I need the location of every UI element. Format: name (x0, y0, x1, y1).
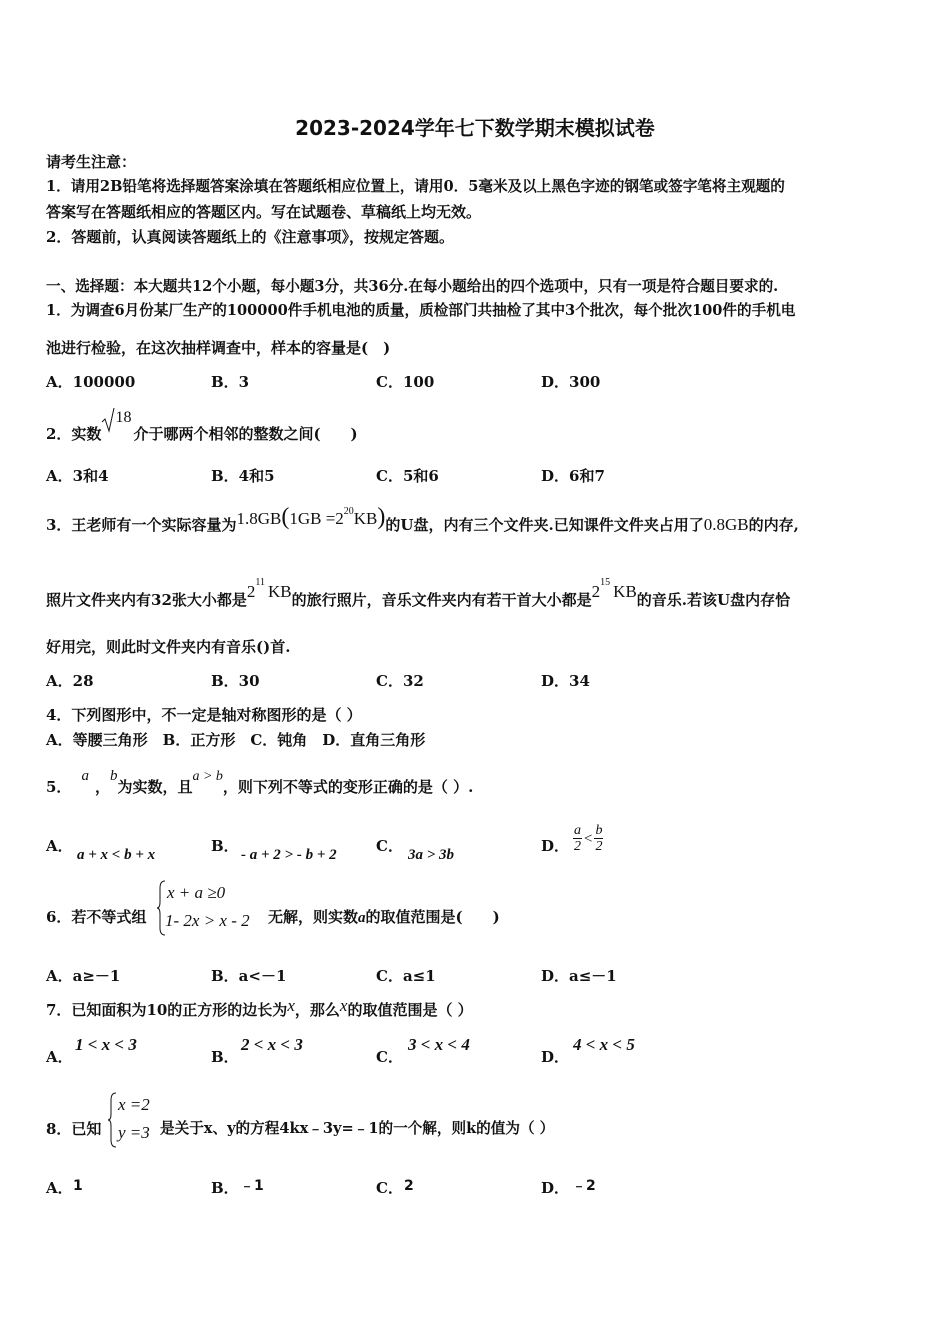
q3-mid: 的U盘，内有三个文件夹.已知课件文件夹占用了 (385, 516, 704, 534)
sqrt-18 (101, 409, 133, 439)
q1-option-b: B．3 (211, 373, 250, 391)
notice-line-1b: 答案写在答题纸相应的答题区内。写在试题卷、草稿纸上均无效。 (46, 203, 482, 221)
q3-paren-open: ( (281, 504, 290, 530)
q5-option-b: - a + 2 > - b + 2 (241, 847, 337, 863)
q3-option-c: C．32 (376, 672, 424, 690)
q1-option-a: A．100000 (46, 373, 136, 391)
q5-post: ，则下列不等式的变形正确的是（ ）. (222, 778, 474, 796)
q8-option-b: ﹣1 (240, 1178, 264, 1194)
notice-heading: 请考生注意： (46, 153, 137, 171)
q8-option-b-label: B． (211, 1179, 239, 1197)
q3-def-exponent: 20 (343, 506, 354, 517)
q8-row1-text: x =2 (118, 1095, 150, 1114)
q1-line-2: 池进行检验，在这次抽样调查中，样本的容量是( ) (46, 339, 391, 357)
q5-var-b: b (109, 768, 118, 784)
q8-row2-text: y =3 (118, 1123, 150, 1142)
q2-stem (46, 409, 358, 444)
q3-option-d: D．34 (541, 672, 590, 690)
q7-option-a-label: A． (46, 1048, 73, 1066)
q7-option-d: 4 < x < 5 (573, 1035, 635, 1054)
q3-option-a: A．28 (46, 672, 94, 690)
q7-stem (46, 996, 473, 1020)
q5-comma: ， (94, 778, 110, 796)
q6-option-b: B．a<－1 (211, 967, 287, 985)
q7-option-a: 1 < x < 3 (75, 1035, 137, 1054)
q1-option-c: C．100 (376, 373, 435, 391)
q5-d-num-2: b (595, 823, 603, 838)
q8-option-a-label: A． (46, 1179, 73, 1197)
q8-option-d: ﹣2 (572, 1178, 596, 1194)
notice-line-2: 2．答题前，认真阅读答题纸上的《注意事项》，按规定答题。 (46, 228, 454, 246)
q5-option-c-label: C． (376, 837, 403, 855)
q6-option-a: A．a≥－1 (46, 967, 121, 985)
q1-line-1: 1．为调查6月份某厂生产的100000件手机电池的质量，质检部门共抽检了其中3个批次，每个批次100件的手机电 (46, 302, 796, 319)
radicand: 18 (115, 409, 132, 426)
q5-d-num-1: a (574, 823, 581, 838)
q5-option-a: a + x < b + x (77, 847, 156, 863)
q6-option-d: D．a≤－1 (541, 967, 617, 985)
q5-stem (46, 768, 474, 799)
q7-mid: ，那么 (294, 1001, 340, 1019)
q8-system-row-2 (118, 1118, 150, 1148)
q8-pre: 8．已知 (46, 1120, 102, 1138)
q3-photo-exp: 11 (255, 577, 266, 588)
q6-system-row-1 (167, 878, 225, 908)
q7-option-c: 3 < x < 4 (408, 1035, 470, 1054)
q1-option-d: D．300 (541, 373, 601, 391)
q3-definition: 1GB =2 (289, 509, 344, 528)
q3-def-unit: KB (353, 509, 378, 528)
q3-paren-close: ) (377, 504, 386, 530)
q3-music-exp: 15 (600, 577, 611, 588)
q4-options: A．等腰三角形 B．正方形 C．钝角 D．直角三角形 (46, 731, 426, 749)
q6-pre: 6．若不等式组 (46, 908, 147, 926)
q8-system-row-1 (118, 1090, 150, 1120)
q5-d-den-2: 2 (595, 839, 603, 854)
q5-var-a: a (81, 768, 89, 784)
q3-line2-pre: 照片文件夹内有32张大小都是 (46, 591, 247, 609)
q6-row1-text: x + a ≥0 (167, 883, 226, 902)
q3-option-b: B．30 (211, 672, 260, 690)
q5-d-fraction-1 (573, 823, 582, 854)
q8-option-c-label: C． (376, 1179, 403, 1197)
q7-option-b-label: B． (211, 1048, 239, 1066)
q7-post: 的取值范围是（ ） (347, 1001, 473, 1019)
q5-d-fraction-2 (594, 823, 603, 854)
q2-option-d: D．6和7 (541, 467, 605, 485)
q5-option-c: 3a > 3b (408, 847, 455, 863)
q8-post: 是关于x、y的方程4kx﹣3y=﹣1的一个解，则k的值为（ ） (160, 1120, 555, 1137)
q3-line-1 (46, 504, 799, 535)
q8-option-c: 2 (404, 1178, 414, 1194)
q7-option-b: 2 < x < 3 (241, 1035, 303, 1054)
q3-music-base: 2 (591, 582, 601, 601)
q5-d-den-1: 2 (574, 839, 581, 854)
q2-pre: 2．实数 (46, 425, 102, 443)
q3-used: 0.8GB (703, 515, 749, 534)
q3-line-2 (46, 577, 791, 610)
q5-d-lt: < (584, 830, 593, 847)
left-brace-icon (107, 1092, 117, 1148)
q7-var-x-1: x (287, 996, 295, 1015)
q3-photo-unit: KB (268, 582, 292, 601)
q6-var-a: a (358, 910, 366, 926)
q8-option-a: 1 (73, 1178, 83, 1194)
q6-post-text: 无解，则实数 (268, 908, 359, 926)
q5-num: 5． (46, 778, 72, 796)
q6-option-c: C．a≤1 (376, 967, 436, 985)
q8-option-d-label: D． (541, 1179, 570, 1197)
q6-row2-text: 1- 2x > x - 2 (165, 911, 250, 930)
q6-system-row-2 (165, 906, 250, 936)
q3-capacity: 1.8GB (236, 509, 282, 528)
q2-option-a: A．3和4 (46, 467, 109, 485)
q5-option-d-label: D． (541, 837, 570, 855)
q6-post2-text: 的取值范围是( ) (365, 908, 500, 926)
page-title: 2023-2024学年七下数学期末模拟试卷 (295, 116, 655, 140)
section-heading: 一、选择题：本大题共12个小题，每小题3分，共36分.在每小题给出的四个选项中，只有一项是符合题目要求的. (46, 278, 779, 295)
q3-line2-mid: 的旅行照片，音乐文件夹内有若干首大小都是 (291, 591, 592, 609)
notice-line-1: 1．请用2B铅笔将选择题答案涂填在答题纸相应位置上，请用0．5毫米及以上黑色字迹的钢笔或签字笔将主观题的 (46, 178, 785, 195)
q3-pre: 3．王老师有一个实际容量为 (46, 516, 237, 534)
q5-condition: a > b (192, 769, 223, 784)
q6-post (268, 907, 500, 928)
q3-photo-base: 2 (246, 582, 256, 601)
q2-option-c: C．5和6 (376, 467, 439, 485)
q5-option-d (573, 823, 603, 854)
q5-mid: 为实数，且 (117, 778, 193, 796)
q2-option-b: B．4和5 (211, 467, 275, 485)
q7-option-c-label: C． (376, 1048, 403, 1066)
q4-stem: 4．下列图形中，不一定是轴对称图形的是（ ） (46, 706, 362, 724)
q5-option-b-label: B． (211, 837, 239, 855)
q3-post: 的内存, (748, 516, 799, 534)
q7-var-x-2: x (339, 996, 348, 1015)
q7-pre: 7．已知面积为10的正方形的边长为 (46, 1001, 288, 1019)
q3-line-3: 好用完，则此时文件夹内有音乐()首. (46, 638, 291, 656)
q7-option-d-label: D． (541, 1048, 570, 1066)
q3-line2-post: 的音乐.若该U盘内存恰 (636, 591, 791, 609)
q3-music-unit: KB (613, 582, 637, 601)
q2-post: 介于哪两个相邻的整数之间( ) (133, 425, 358, 443)
q5-option-a-label: A． (46, 837, 73, 855)
radical-sign-icon (101, 407, 115, 433)
